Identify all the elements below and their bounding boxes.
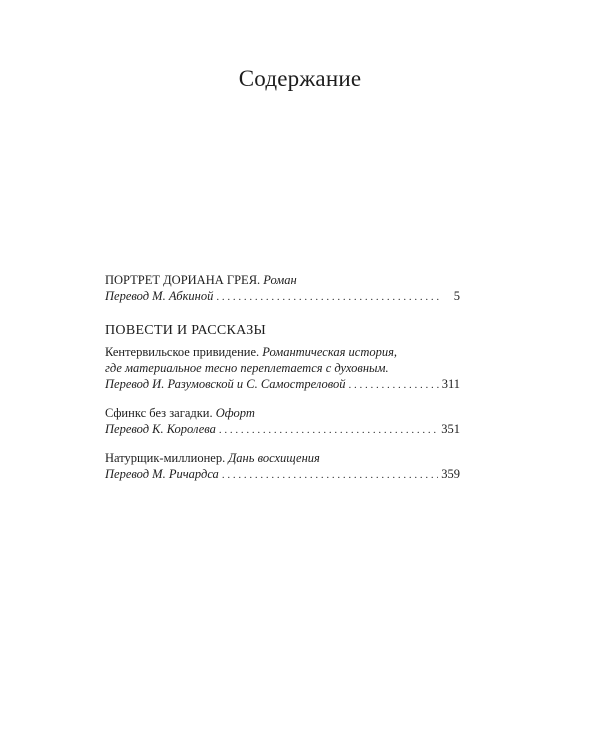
toc-entry-story xyxy=(105,405,460,438)
entry-title: Кентервильское привидение. xyxy=(105,345,260,359)
entry-title: Натурщик-миллионер. xyxy=(105,451,226,465)
entry-page-number[interactable]: 359 xyxy=(441,467,460,481)
entry-title-line xyxy=(105,344,460,360)
page-title: Содержание xyxy=(238,66,362,91)
entry-translator: Перевод М. Абкиной xyxy=(105,289,214,303)
entry-title-line xyxy=(105,272,460,288)
entry-title: Сфинкс без загадки. xyxy=(105,406,213,420)
entry-translator: Перевод К. Королева xyxy=(105,422,216,436)
toc-entry-story xyxy=(105,344,460,393)
dot-leader xyxy=(216,289,441,305)
entry-subtitle: Романтическая история, xyxy=(262,345,398,359)
entry-translator-line xyxy=(105,421,460,438)
entry-translator-line xyxy=(105,376,460,393)
entry-title-line xyxy=(105,450,460,466)
dot-leader xyxy=(219,422,438,438)
entry-subtitle: Офорт xyxy=(215,406,255,420)
entry-translator: Перевод М. Ричардса xyxy=(105,467,219,481)
entry-translator-line xyxy=(105,466,460,483)
entry-subtitle-continued: где материальное тесно переплетается с духовным. xyxy=(105,361,389,375)
entry-title-line xyxy=(105,405,460,421)
entry-genre: Роман xyxy=(263,273,297,287)
table-of-contents xyxy=(105,272,460,483)
dot-leader xyxy=(222,467,438,483)
entry-page-number[interactable]: 351 xyxy=(441,422,460,436)
spacer xyxy=(105,438,460,450)
entry-translator: Перевод И. Разумовской и С. Самостреловой xyxy=(105,377,346,391)
entry-page-number[interactable]: 311 xyxy=(441,377,460,391)
entry-page-number[interactable]: 5 xyxy=(453,289,460,303)
entry-subtitle: Дань восхищения xyxy=(228,451,320,465)
entry-title: ПОРТРЕТ ДОРИАНА ГРЕЯ. xyxy=(105,273,261,287)
section-heading: ПОВЕСТИ И РАССКАЗЫ xyxy=(105,323,267,338)
dot-leader xyxy=(348,377,438,393)
toc-entry-story xyxy=(105,450,460,483)
spacer xyxy=(105,393,460,405)
toc-entry-novel xyxy=(105,272,460,305)
entry-translator-line xyxy=(105,288,460,305)
